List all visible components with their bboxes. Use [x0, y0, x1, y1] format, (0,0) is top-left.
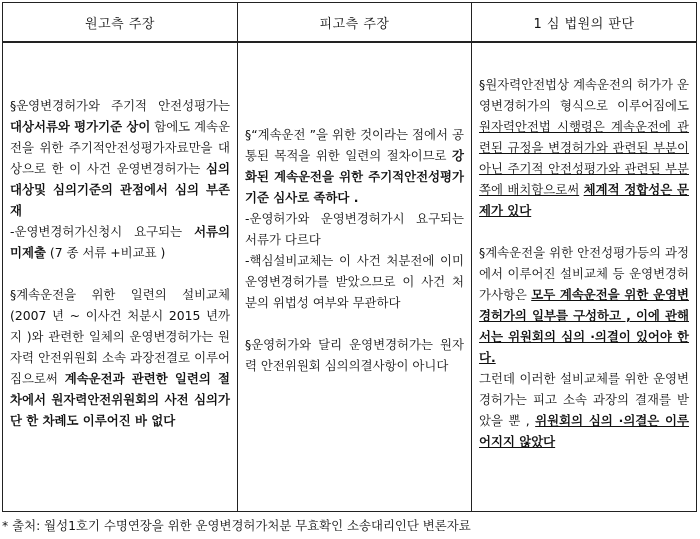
text-run: §계속운전을 위한 일련의 설비교체 (2007 년 ~ 이사건 처분시 2015 년까지 )와 관련한 일체의 운영변경허가는 원자력 안전위원회 소속 과장전결로 이루어짐으로써: [10, 287, 230, 386]
text-run: §“계속운전 ”을 위한 것이라는 점에서 공통된 목적을 위한 일련의 절차이므로: [245, 127, 464, 163]
text-run: 서류의 미제출: [10, 224, 230, 260]
text-run: §운영허가와 달리 운영변경허가는 원자력 안전위원회 심의의결사항이 아니다: [245, 337, 464, 373]
court-para-3: [479, 368, 689, 452]
defendant-cell: [238, 42, 472, 512]
text-run: 강화된 계속운전을 위한 주기적안전성평가 기준 심사로 족하다 .: [245, 148, 464, 205]
text-run: 체계적 정합성은 문제가 있다: [479, 182, 689, 218]
header-row: [3, 3, 697, 43]
defendant-para-1: [245, 124, 464, 208]
text-run: -운영허가와 운영변경허가시 요구되는 서류가 다르다: [245, 211, 464, 247]
text-run: 함에도 계속운전을 위한 주기적안전성평가자료만을 대상으로 한 이 사건 운영변경허가는: [10, 119, 230, 176]
header-defendant: 피고측 주장: [238, 3, 472, 43]
header-court: 1 심 법원의 판단: [472, 3, 697, 43]
plaintiff-para-3: [10, 284, 230, 431]
text-run: 그런데 이러한 설비교체를 위한 운영변경허가는 피고 소속 과장의 결재를 받았을 뿐 ,: [479, 371, 689, 428]
text-run: 계속운전과 관련한 일련의 절차에서 원자력안전위원회의 사전 심의가 단 한 차례도 이루어진 바 없다: [10, 371, 230, 428]
defendant-para-4: [245, 334, 464, 376]
defendant-para-2: [245, 208, 464, 250]
court-para-1: [479, 74, 689, 221]
text-run: -핵심설비교체는 이 사건 처분전에 이미 운영변경허가를 받았으므로 이 사건 처분의 위법성 여부와 무관하다: [245, 253, 464, 310]
court-cell: [472, 42, 697, 512]
text-run: §계속운전을 위한 안전성평가등의 과정에서 이루어진 설비교체 등 운영변경허가사항은: [479, 245, 689, 302]
plaintiff-para-2: [10, 221, 230, 263]
text-run: 위원회의 심의 ·의결은 이루어지지 않았다: [479, 413, 689, 449]
comparison-table: [2, 2, 697, 512]
plaintiff-cell: [3, 42, 238, 512]
source-note: * 출처: 월성1호기 수명연장을 위한 운영변경허가처분 무효확인 소송대리인단 변론자료: [2, 518, 471, 533]
text-run: 대상서류와 평가기준 상이: [10, 119, 151, 134]
text-run: §원자력안전법상 계속운전의 허가가 운영변경허가의 형식으로 이루어짐에도: [479, 77, 689, 113]
text-run: (7 종 서류 +비교표 ): [45, 245, 166, 260]
court-para-2: [479, 242, 689, 368]
header-plaintiff: 원고측 주장: [3, 3, 238, 43]
text-run: §운영변경허가와 주기적 안전성평가는: [10, 98, 230, 113]
text-run: 심의대상및 심의기준의 관점에서 심의 부존재: [10, 161, 230, 218]
text-run: 모두 계속운전을 위한 운영변경허가의 일부를 구성하고 , 이에 관해서는 위원회의 심의 ·의결이 있어야 한다.: [479, 287, 689, 365]
content-row: [3, 42, 697, 512]
text-run: 원자력안전법 시행령은 계속운전에 관련된 규정을 변경허가와 관련된 부분이 아닌 주기적 안전성평가와 관련된 부분 쪽에 배치함으로써: [479, 119, 689, 197]
plaintiff-para-1: [10, 95, 230, 221]
text-run: -운영변경허가신청시 요구되는: [10, 224, 195, 239]
defendant-para-3: [245, 250, 464, 313]
